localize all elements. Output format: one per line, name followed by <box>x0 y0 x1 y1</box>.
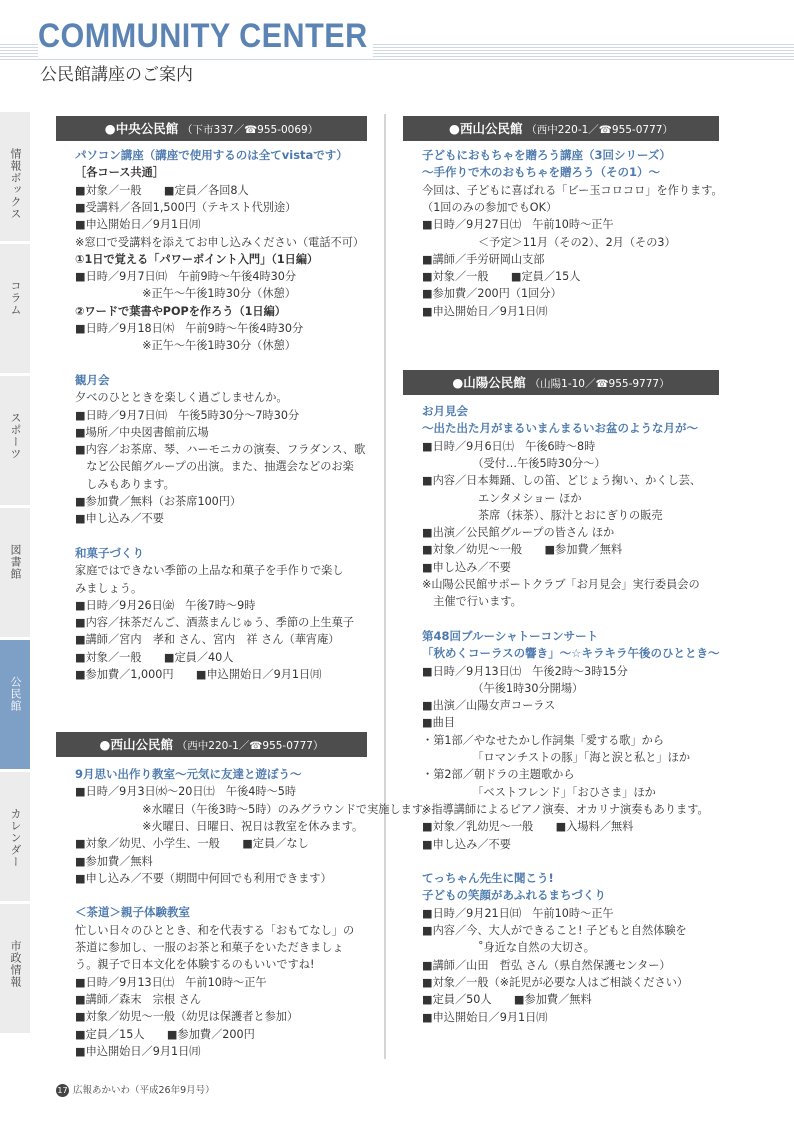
info-line: ■申込開始日／9月1日㈪ <box>75 1044 201 1058</box>
section-heading: 〜出た出た月がまるいまんまるいお盆のような月が〜 <box>422 421 698 436</box>
info-line: ■定員／50人 ■参加費／無料 <box>422 993 592 1007</box>
info-line: 忙しい日々のひととき、和を代表する「おもてなし」の <box>75 923 355 937</box>
info-line: ■申込開始日／9月1日㈪ <box>422 304 548 318</box>
info-line: ・第1部／やなせたかし作詞集「愛する歌」から <box>422 733 665 747</box>
info-line: ＜予定＞11月（その2）、2月（その3） <box>422 235 676 249</box>
info-line: ■出演／山陽女声コーラス <box>422 699 556 713</box>
info-line: ■場所／中央図書館前広場 <box>75 425 209 439</box>
info-line: ■対象／幼児〜一般（幼児は保護者と参加） <box>75 1010 299 1024</box>
info-line: ■対象／一般 ■定員／各回8人 <box>75 183 249 197</box>
info-line: ■日時／9月6日㈯ 午後6時〜8時 <box>422 439 596 453</box>
section-heading: 〜手作りで木のおもちゃを贈ろう（その1）〜 <box>422 165 660 180</box>
info-line: ■講師／森末 宗根 さん <box>75 992 202 1006</box>
info-line: ■内容／今、大人ができること! 子どもと自然体験を <box>422 924 687 937</box>
info-line: ■日時／9月13日㈯ 午前10時〜正午 <box>75 975 267 989</box>
sanyo-center-header: ●山陽公民館 （山陽1-10／☎955-9777） <box>403 370 719 395</box>
publication-name: 広報あかいわ（平成26年9月号） <box>73 1085 215 1096</box>
info-line: ■講師／山田 哲弘 さん（県自然保護センター） <box>422 958 671 972</box>
info-line: ■参加費／200円（1回分） <box>422 287 562 301</box>
info-line: ［各コース共通］ <box>75 166 164 180</box>
info-line: ■参加費／無料（お茶席100円） <box>75 495 242 508</box>
section-heading: 第48回ブルーシャトーコンサート <box>422 628 599 643</box>
page-footer <box>56 1082 215 1097</box>
info-line: 家庭ではできない季節の上品な和菓子を手作りで楽し <box>75 564 344 578</box>
sidebar-tab-label: 図書館 <box>9 544 22 580</box>
info-line: ■日時／9月7日㈰ 午前9時〜午後4時30分 <box>75 270 297 284</box>
info-line: ※正午〜午後1時30分（休憩） <box>75 339 296 353</box>
info-line: しみもあります。 <box>75 477 175 491</box>
info-line: ■日時／9月18日㈭ 午前9時〜午後4時30分 <box>75 322 304 335</box>
column-divider <box>384 114 386 1059</box>
info-line: ˚身近な自然の大切さ。 <box>422 941 595 955</box>
info-line: ※正午〜午後1時30分（休憩） <box>75 287 296 301</box>
info-line: ■講師／手労研岡山支部 <box>422 252 545 266</box>
info-line: ■申込開始日／9月1日㈪ <box>75 218 201 232</box>
info-line: 主催で行います。 <box>422 595 522 609</box>
info-line: ■対象／一般（※託児が必要な人はご相談ください） <box>422 975 689 989</box>
info-line: ■申し込み／不要（期間中何回でも利用できます） <box>75 871 332 885</box>
page-number: 17 <box>57 1086 68 1095</box>
sidebar-tab-4[interactable] <box>0 640 30 772</box>
info-line: ■定員／15人 ■参加費／200円 <box>75 1027 255 1041</box>
info-line: ■日時／9月7日㈰ 午後5時30分〜7時30分 <box>75 408 300 422</box>
sidebar-tab-2[interactable] <box>0 376 30 508</box>
info-line: ※窓口で受講料を添えてお申し込みください（電話不可） <box>75 235 365 249</box>
info-line: ■申し込み／不要 <box>422 837 511 851</box>
info-line: など公民館グループの出演。また、抽選会などのお楽 <box>75 460 354 474</box>
info-line: ■参加費／無料 <box>75 854 153 868</box>
sidebar-tab-label: 公民館 <box>9 676 22 712</box>
sidebar-tab-label: スポーツ <box>9 412 22 460</box>
info-line: ■申し込み／不要 <box>422 560 511 574</box>
info-line: ■出演／公民館グループの皆さん ほか <box>422 526 615 540</box>
info-line: ■日時／9月21日㈰ 午前10時〜正午 <box>422 906 614 920</box>
page-title: COMMUNITY CENTER <box>38 14 373 58</box>
info-line: 今回は、子どもに喜ばれる「ビー玉コロコロ」を作ります。 <box>422 183 723 197</box>
info-line: 夕べのひとときを楽しく過ごしませんか。 <box>75 391 288 405</box>
info-line: ■対象／幼児〜一般 ■参加費／無料 <box>422 543 623 557</box>
sidebar-tab-0[interactable] <box>0 112 30 244</box>
section-heading: 9月思い出作り教室〜元気に友達と遊ぼう〜 <box>75 767 302 781</box>
sidebar-tab-5[interactable] <box>0 772 30 904</box>
section-heading: 観月会 <box>75 372 110 387</box>
info-line: ■日時／9月3日㈬〜20日㈯ 午後4時〜5時 <box>75 785 297 799</box>
info-line: ■内容／日本舞踊、しの笛、どじょう掬い、かくし芸、 <box>422 474 702 488</box>
info-line: ■対象／乳幼児〜一般 ■入場料／無料 <box>422 820 634 834</box>
section-heading: 和菓子づくり <box>75 545 144 560</box>
info-line: ■受講料／各回1,500円（テキスト代別途） <box>75 200 297 214</box>
sidebar-tab-label: 情報ボックス <box>9 148 22 220</box>
section-heading: 子どもにおもちゃを贈ろう講座（3回シリーズ） <box>422 148 671 162</box>
info-line: ※山陽公民館サポートクラブ「お月見会」実行委員会の <box>422 578 700 591</box>
info-line: ■内容／抹茶だんご、酒蒸まんじゅう、季節の上生菓子 <box>75 616 355 630</box>
info-line: う。親子で日本文化を体験するのもいいですね! <box>75 958 315 972</box>
sidebar-tab-label: 市政情報 <box>9 940 22 988</box>
section-heading: ＜茶道＞親子体験教室 <box>75 905 190 920</box>
nishiyama-center-header-left: ●西山公民館 （西中220-1／☎955-0777） <box>56 732 367 757</box>
info-line: ②ワードで葉書やPOPを作ろう（1日編） <box>75 304 286 318</box>
chuo-center-header: ●中央公民館 （下市337／☎955-0069） <box>56 116 367 141</box>
sidebar-tab-label: コラム <box>9 280 22 316</box>
section-heading: お月見会 <box>422 404 468 418</box>
info-line: 「ベストフレンド」「おひさま」ほか <box>422 785 656 799</box>
info-line: ■対象／幼児、小学生、一般 ■定員／なし <box>75 837 309 851</box>
info-line: ■日時／9月26日㈮ 午後7時〜9時 <box>75 598 256 612</box>
info-line: ■申し込み／不要 <box>75 512 164 526</box>
info-line: エンタメショー ほか <box>422 491 582 505</box>
sidebar-tab-3[interactable] <box>0 508 30 640</box>
nishiyama-center-header-right: ●西山公民館 （西中220-1／☎955-0777） <box>403 116 719 141</box>
info-line: （午後1時30分開場） <box>422 681 584 695</box>
sidebar-tab-6[interactable] <box>0 904 30 1036</box>
section-sidebar <box>0 112 30 1036</box>
section-heading: パソコン講座（講座で使用するのは全てvistaです） <box>75 148 348 162</box>
info-line: 茶席（抹茶）、豚汁とおにぎりの販売 <box>422 508 663 522</box>
info-line: 茶道に参加し、一服のお茶と和菓子をいただきましょ <box>75 941 344 954</box>
info-line: ■対象／一般 ■定員／15人 <box>422 270 581 284</box>
info-line: （1回のみの参加でもOK） <box>422 200 558 214</box>
info-line: ■講師／宮内 孝和 さん、宮内 祥 さん（華宵庵） <box>75 633 340 647</box>
page-subtitle: 公民館講座のご案内 <box>40 65 193 85</box>
info-line: ■日時／9月27日㈯ 午前10時〜正午 <box>422 218 614 232</box>
info-line: 「ロマンチストの豚」「海と涙と私と」ほか <box>422 751 691 764</box>
info-line: ①1日で覚える「パワーポイント入門」（1日編） <box>75 252 319 266</box>
info-line: ※水曜日（午後3時〜5時）のみグラウンドで実施します。 <box>75 802 434 816</box>
section-heading: 子どもの笑顔があふれるまちづくり <box>422 888 606 903</box>
info-line: ※指導講師によるピアノ演奏、オカリナ演奏もあります。 <box>422 802 709 816</box>
info-line: ■申込開始日／9月1日㈪ <box>422 1010 548 1024</box>
section-heading: てっちゃん先生に聞こう! <box>422 871 554 886</box>
info-line: ■対象／一般 ■定員／40人 <box>75 650 234 664</box>
sidebar-tab-1[interactable] <box>0 244 30 376</box>
info-line: ■参加費／1,000円 ■申込開始日／9月1日㈪ <box>75 668 322 681</box>
info-line: （受付…午後5時30分〜） <box>422 456 606 470</box>
info-line: ■曲目 <box>422 716 455 730</box>
sidebar-tab-label: カレンダー <box>9 808 22 868</box>
info-line: ■日時／9月13日㈯ 午後2時〜3時15分 <box>422 664 628 678</box>
info-line: みましょう。 <box>75 581 143 595</box>
info-line: ・第2部／朝ドラの主題歌から <box>422 768 575 782</box>
info-line: ※火曜日、日曜日、祝日は教室を休みます。 <box>75 819 364 833</box>
section-heading: 「秋めくコーラスの響き」〜☆キラキラ午後のひととき〜 <box>422 646 720 661</box>
info-line: ■内容／お茶席、琴、ハーモニカの演奏、フラダンス、歌 <box>75 443 366 457</box>
